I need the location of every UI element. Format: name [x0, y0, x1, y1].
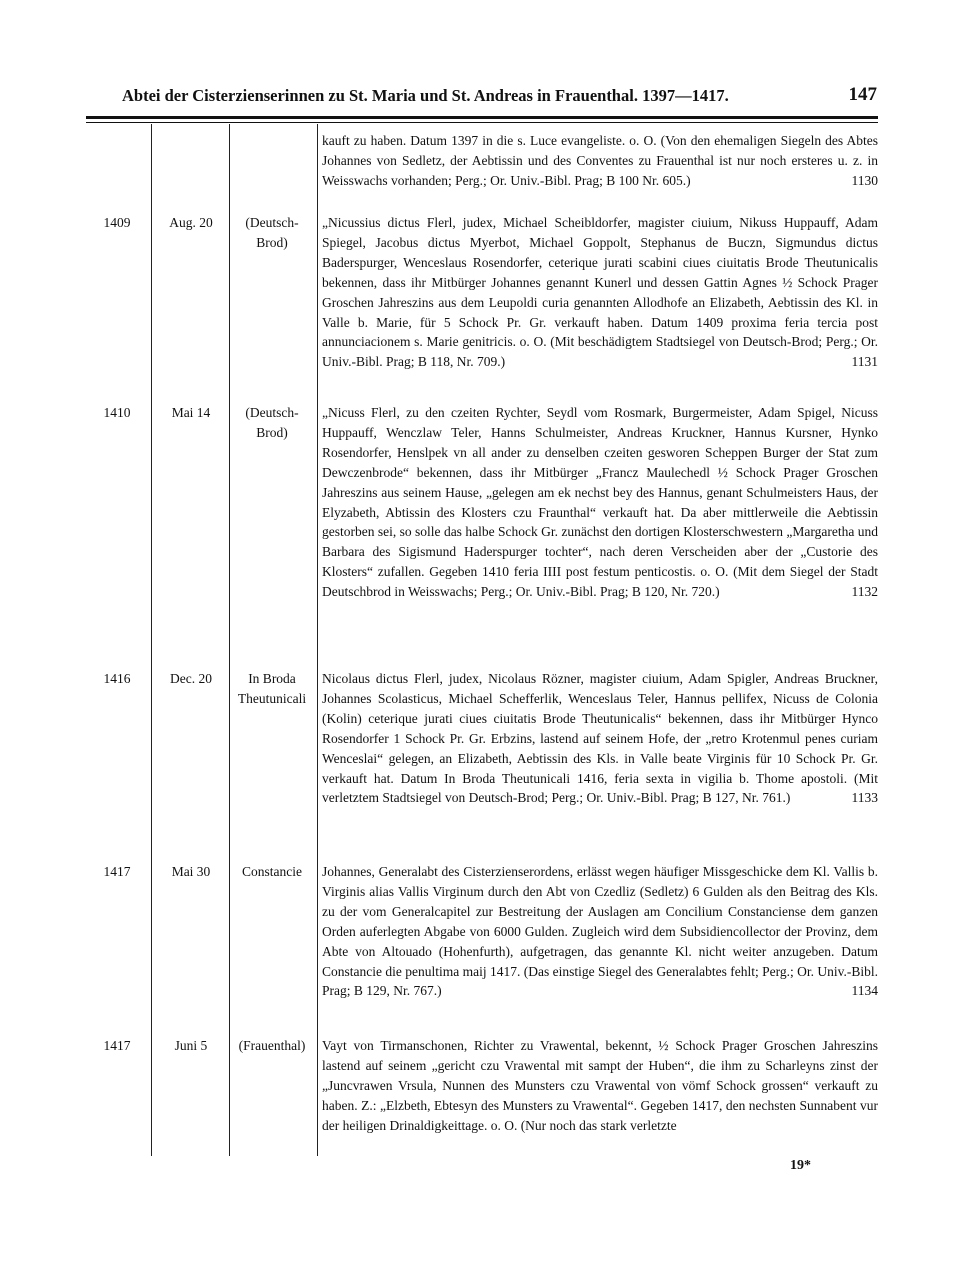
page-header-title: Abtei der Cisterzienserinnen zu St. Maria und St. Andreas in Frauenthal. 1397—1417.	[122, 86, 729, 105]
column-divider-year	[151, 124, 152, 1156]
entry-text: Nicolaus dictus Flerl, judex, Nicolaus Rözner, magister ciuium, Adam Spigler, Andreas Bruckner, Johannes Scolasticus, Michael Schefferlik, Wenceslaus Teler, Hannus pellifex, Nicuss de Colonia (Kolin) ceterique jurati ciues ciuitatis Brode Theutunicalis“ bekennen, dass ihr Mitbürger Hynco Rosendorfer 1 Schock Pr. Gr. Erbzins, lastend auf seinem Hofe, der „retro Krotenmul penes curiam Wenceslai“ gelegen, an Elizabeth, Aebtissin des Kls. in Valle beate Virginis für 10 Schock Pr. Gr. verkauft hat. Datum In Broda Theutunicali 1416, feria sexta in vigilia b. Thome apostoli. (Mit verletztem Stadtsiegel von Deutsch-Brod; Perg.; Or. Univ.-Bibl. Prag; B 127, Nr. 761.) 1133	[322, 669, 878, 808]
entry-number: 1130	[851, 172, 878, 188]
entry-place: In Broda Theutunicali	[237, 671, 307, 706]
column-divider-place	[317, 124, 318, 1156]
entry-date: Mai 30	[171, 864, 211, 879]
entry-place: (Deutsch-Brod)	[245, 215, 299, 250]
entry-number: 1134	[851, 983, 878, 999]
entry-date: Mai 14	[171, 405, 211, 420]
entry-number: 1132	[851, 584, 878, 600]
column-divider-date	[229, 124, 230, 1156]
entry-text: Vayt von Tirmanschonen, Richter zu Vrawental, bekennt, ½ Schock Prager Groschen Jahreszins lastend auf seinem „gericht czu Vrawental mit sampt der Huben“, die ihm zu Scharleyns zinst der „Juncvrawen Vrsula, Nunnen des Munsters czu Vrawental von vömf Schock grossen“ verkauft zu haben. Z.: „Elzbeth, Ebtesyn des Munsters zu Vrawental“. Gegeben 1417, den nechsten Sunnabent vur der heiligen Drinaldigkeittage. o. O. (Nur noch das stark verletzte	[322, 1038, 878, 1133]
entry-year: 1410	[103, 405, 131, 420]
entry-place: (Deutsch-Brod)	[245, 405, 299, 440]
entry-place: Constancie	[242, 864, 302, 879]
signature-mark: 19*	[790, 1158, 811, 1173]
entry-text: „Nicuss Flerl, zu den czeiten Rychter, Seydl vom Rosmark, Burgermeister, Adam Spigel, Nicuss Huppauff, Wenczlaw Teler, Hanns Schulmeister, Andreas Kruckner, Hannus Kursner, Hynko Rosendorfer, Henslpek vn all ander zu denselben czeiten gesworen Scheppen Burger der Stat zum Dewczenbrode“ bekennen, dass ihr Mitbürger „Francz Maulechedl ½ Schock Prager Groschen Jahreszins aus seinem Hause, „gelegen am ek nechst bey des Hannus, genant Schulmeisters Haus, der Elyzabeth, Abtissin des Klosters czu Fraunthal“ verkauft hat. Da aber mittlerweile die Aebtissin gestorben sei, so solle das halbe Schock Gr. zunächst den dortigen Klosterschwestern „Margaretha und Barbara des Sigismund Haderspurger tochter“, nach deren Verscheiden aber der „Custorie des Klosters“ zufallen. Gegeben 1410 feria IIII post festum penticostis. o. O. (Mit dem Siegel der Stadt Deutschbrod in Weisswachs; Perg.; Or. Univ.-Bibl. Prag; B 120, Nr. 720.) 1132	[322, 403, 878, 602]
entry-number: 1133	[851, 790, 878, 806]
entry-place: (Frauenthal)	[238, 1038, 306, 1053]
entry-year: 1416	[103, 671, 131, 686]
header-rule-thin	[86, 122, 878, 123]
header-rule-thick	[86, 116, 878, 119]
entry-year: 1417	[103, 864, 131, 879]
entry-date: Aug. 20	[169, 215, 213, 230]
entry-text: Johannes, Generalabt des Cisterzienserordens, erlässt wegen häufiger Missgeschicke dem Kl. Vallis b. Virginis alias Vallis Virginum durch den Abt von Czedliz (Sedletz) 6 Gulden als den Beitrag des Kls. zu der vom Generalcapitel zur Bestreitung der Auslagen am Concilium Constanciense dem ganzen Orden auferlegten Abgabe von 6000 Gulden. Zugleich wird dem Subsidiencollector der Provinz, dem Abte von Altouado (Hohenfurth), aufgetragen, das genannte Kl. nicht weiter anzugeben. Datum Constancie die penultima maij 1417. (Das einstige Siegel des Generalabtes fehlt; Perg.; Or. Univ.-Bibl. Prag; B 129, Nr. 767.) 1134	[322, 862, 878, 1001]
entry-year: 1409	[103, 215, 131, 230]
entry-text: „Nicussius dictus Flerl, judex, Michael Scheibldorfer, magister ciuium, Nikuss Huppauff, Adam Spiegel, Jacobus dictus Myerbot, Michael Goppolt, Stephanus de Buczn, Sigmundus dictus Baderspurger, Wenceslaus Rosendorfer, ceterique jurati scabini ciues ciuitatis Brode Theutunicalis bekennen, dass ihr Mitbürger Johannes genannt Kunerl und dessen Gattin Agnes ½ Schock Prager Groschen Jahreszins aus dem Leupoldi curia genannten Allodhofe an Elizabeth, Aebtissin des Kl. in Valle b. Marie, für 5 Schock Pr. Gr. verkauft haben. Datum 1409 proxima feria tercia post annunciacionem s. Marie genitricis. o. O. (Mit beschädigtem Stadtsiegel von Deutsch-Brod; Perg.; Or. Univ.-Bibl. Prag; B 118, Nr. 709.) 1131	[322, 213, 878, 372]
entry-date: Juni 5	[174, 1038, 208, 1053]
entry-year: 1417	[103, 1038, 131, 1053]
running-header	[122, 86, 877, 112]
page-number: 147	[848, 84, 877, 105]
entry-date: Dec. 20	[170, 671, 212, 686]
entry-number: 1131	[851, 354, 878, 370]
entry-text: kauft zu haben. Datum 1397 in die s. Luce evangeliste. o. O. (Von den ehemaligen Siegeln des Abtes Johannes von Sedletz, der Aebtissin und des Conventes zu Frauenthal ist nur noch ersteres u. z. in Weisswachs vorhanden; Perg.; Or. Univ.-Bibl. Prag; B 100 Nr. 605.) 1130	[322, 131, 878, 191]
